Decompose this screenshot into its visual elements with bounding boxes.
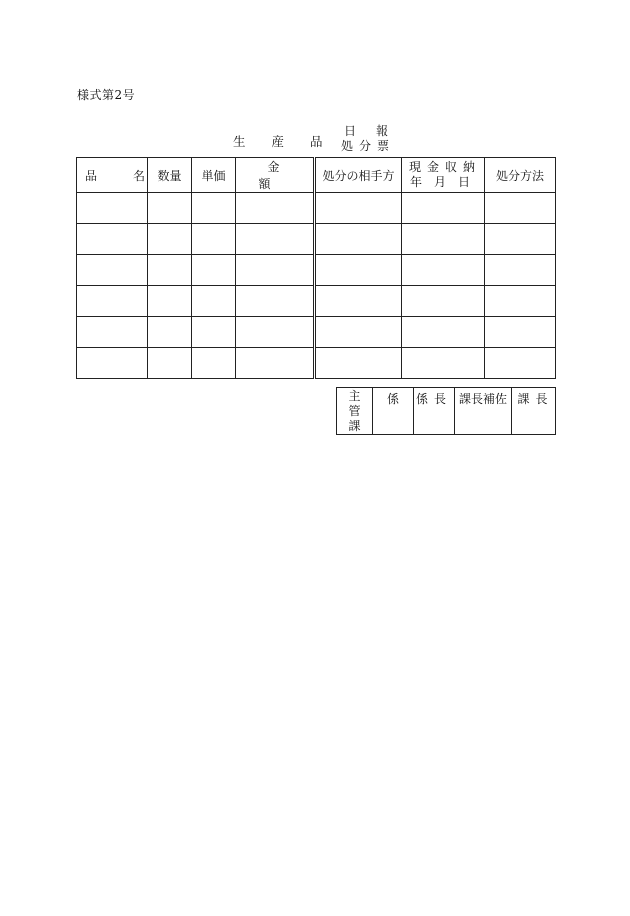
header-cash-receipt-date xyxy=(402,158,485,193)
approval-label-deputy-manager: 課長補佐 xyxy=(458,392,507,406)
header-item-name-1: 品 xyxy=(84,168,133,183)
document-title: 生産品 xyxy=(233,134,349,149)
cell-cash-receipt-date xyxy=(402,348,485,379)
subtitle-disposal-slip: 処分票 xyxy=(341,139,396,153)
header-quantity: 数量 xyxy=(148,158,192,193)
cell-amount xyxy=(236,224,315,255)
cell-quantity xyxy=(148,255,192,286)
cell-cash-receipt-date xyxy=(402,255,485,286)
approval-label-staff: 係 xyxy=(386,392,399,406)
form-number: 様式第2号 xyxy=(77,88,136,102)
cell-counterparty xyxy=(315,224,402,255)
cell-counterparty xyxy=(315,255,402,286)
approval-cell-manager xyxy=(512,388,556,435)
department-label-char: 課 xyxy=(348,418,361,433)
approval-label-manager: 課長 xyxy=(517,392,554,406)
approval-cell-staff xyxy=(373,388,414,435)
cell-item-name xyxy=(77,317,148,348)
table-row xyxy=(77,348,556,379)
cell-disposal-method xyxy=(485,286,556,317)
cell-cash-receipt-date xyxy=(402,224,485,255)
cell-item-name xyxy=(77,193,148,224)
approval-cell-section-chief xyxy=(414,388,455,435)
table-row xyxy=(77,224,556,255)
department-label-char: 管 xyxy=(348,403,361,418)
cell-amount xyxy=(236,286,315,317)
cell-counterparty xyxy=(315,317,402,348)
approval-department-label xyxy=(337,388,373,435)
cell-disposal-method xyxy=(485,224,556,255)
cell-unit-price xyxy=(192,224,236,255)
header-unit-price: 単価 xyxy=(192,158,236,193)
subtitle-daily-report: 日報 xyxy=(344,124,409,138)
cell-disposal-method xyxy=(485,317,556,348)
cell-item-name xyxy=(77,348,148,379)
header-amount-label: 金額 xyxy=(258,160,300,191)
table-row xyxy=(77,193,556,224)
header-counterparty: 処分の相手方 xyxy=(315,158,402,193)
cell-unit-price xyxy=(192,286,236,317)
header-item-name-2: 名 xyxy=(133,168,146,183)
cell-counterparty xyxy=(315,193,402,224)
cell-unit-price xyxy=(192,317,236,348)
header-cash-receipt-line1: 現金収納 xyxy=(408,160,481,174)
header-row xyxy=(77,158,556,193)
cell-cash-receipt-date xyxy=(402,286,485,317)
table-row xyxy=(77,255,556,286)
cell-item-name xyxy=(77,286,148,317)
cell-disposal-method xyxy=(485,255,556,286)
cell-counterparty xyxy=(315,348,402,379)
cell-amount xyxy=(236,317,315,348)
approval-label-section-chief: 係長 xyxy=(415,392,452,406)
cell-disposal-method xyxy=(485,348,556,379)
cell-amount xyxy=(236,193,315,224)
header-item-name xyxy=(77,158,148,193)
cell-amount xyxy=(236,348,315,379)
table-row xyxy=(77,317,556,348)
disposal-ledger-table xyxy=(76,157,556,379)
cell-quantity xyxy=(148,286,192,317)
approval-stamp-table xyxy=(336,387,556,435)
cell-item-name xyxy=(77,224,148,255)
document-subtitle xyxy=(341,124,408,154)
cell-disposal-method xyxy=(485,193,556,224)
cell-quantity xyxy=(148,348,192,379)
cell-quantity xyxy=(148,224,192,255)
cell-item-name xyxy=(77,255,148,286)
cell-quantity xyxy=(148,317,192,348)
cell-unit-price xyxy=(192,348,236,379)
cell-unit-price xyxy=(192,193,236,224)
table-row xyxy=(77,286,556,317)
header-amount xyxy=(236,158,315,193)
cell-unit-price xyxy=(192,255,236,286)
header-cash-receipt-line2: 年月日 xyxy=(409,175,482,189)
header-disposal-method: 処分方法 xyxy=(485,158,556,193)
department-label-char: 主 xyxy=(348,388,361,403)
cell-cash-receipt-date xyxy=(402,317,485,348)
cell-counterparty xyxy=(315,286,402,317)
approval-cell-deputy-manager xyxy=(455,388,512,435)
approval-row xyxy=(337,388,556,435)
cell-quantity xyxy=(148,193,192,224)
cell-cash-receipt-date xyxy=(402,193,485,224)
cell-amount xyxy=(236,255,315,286)
